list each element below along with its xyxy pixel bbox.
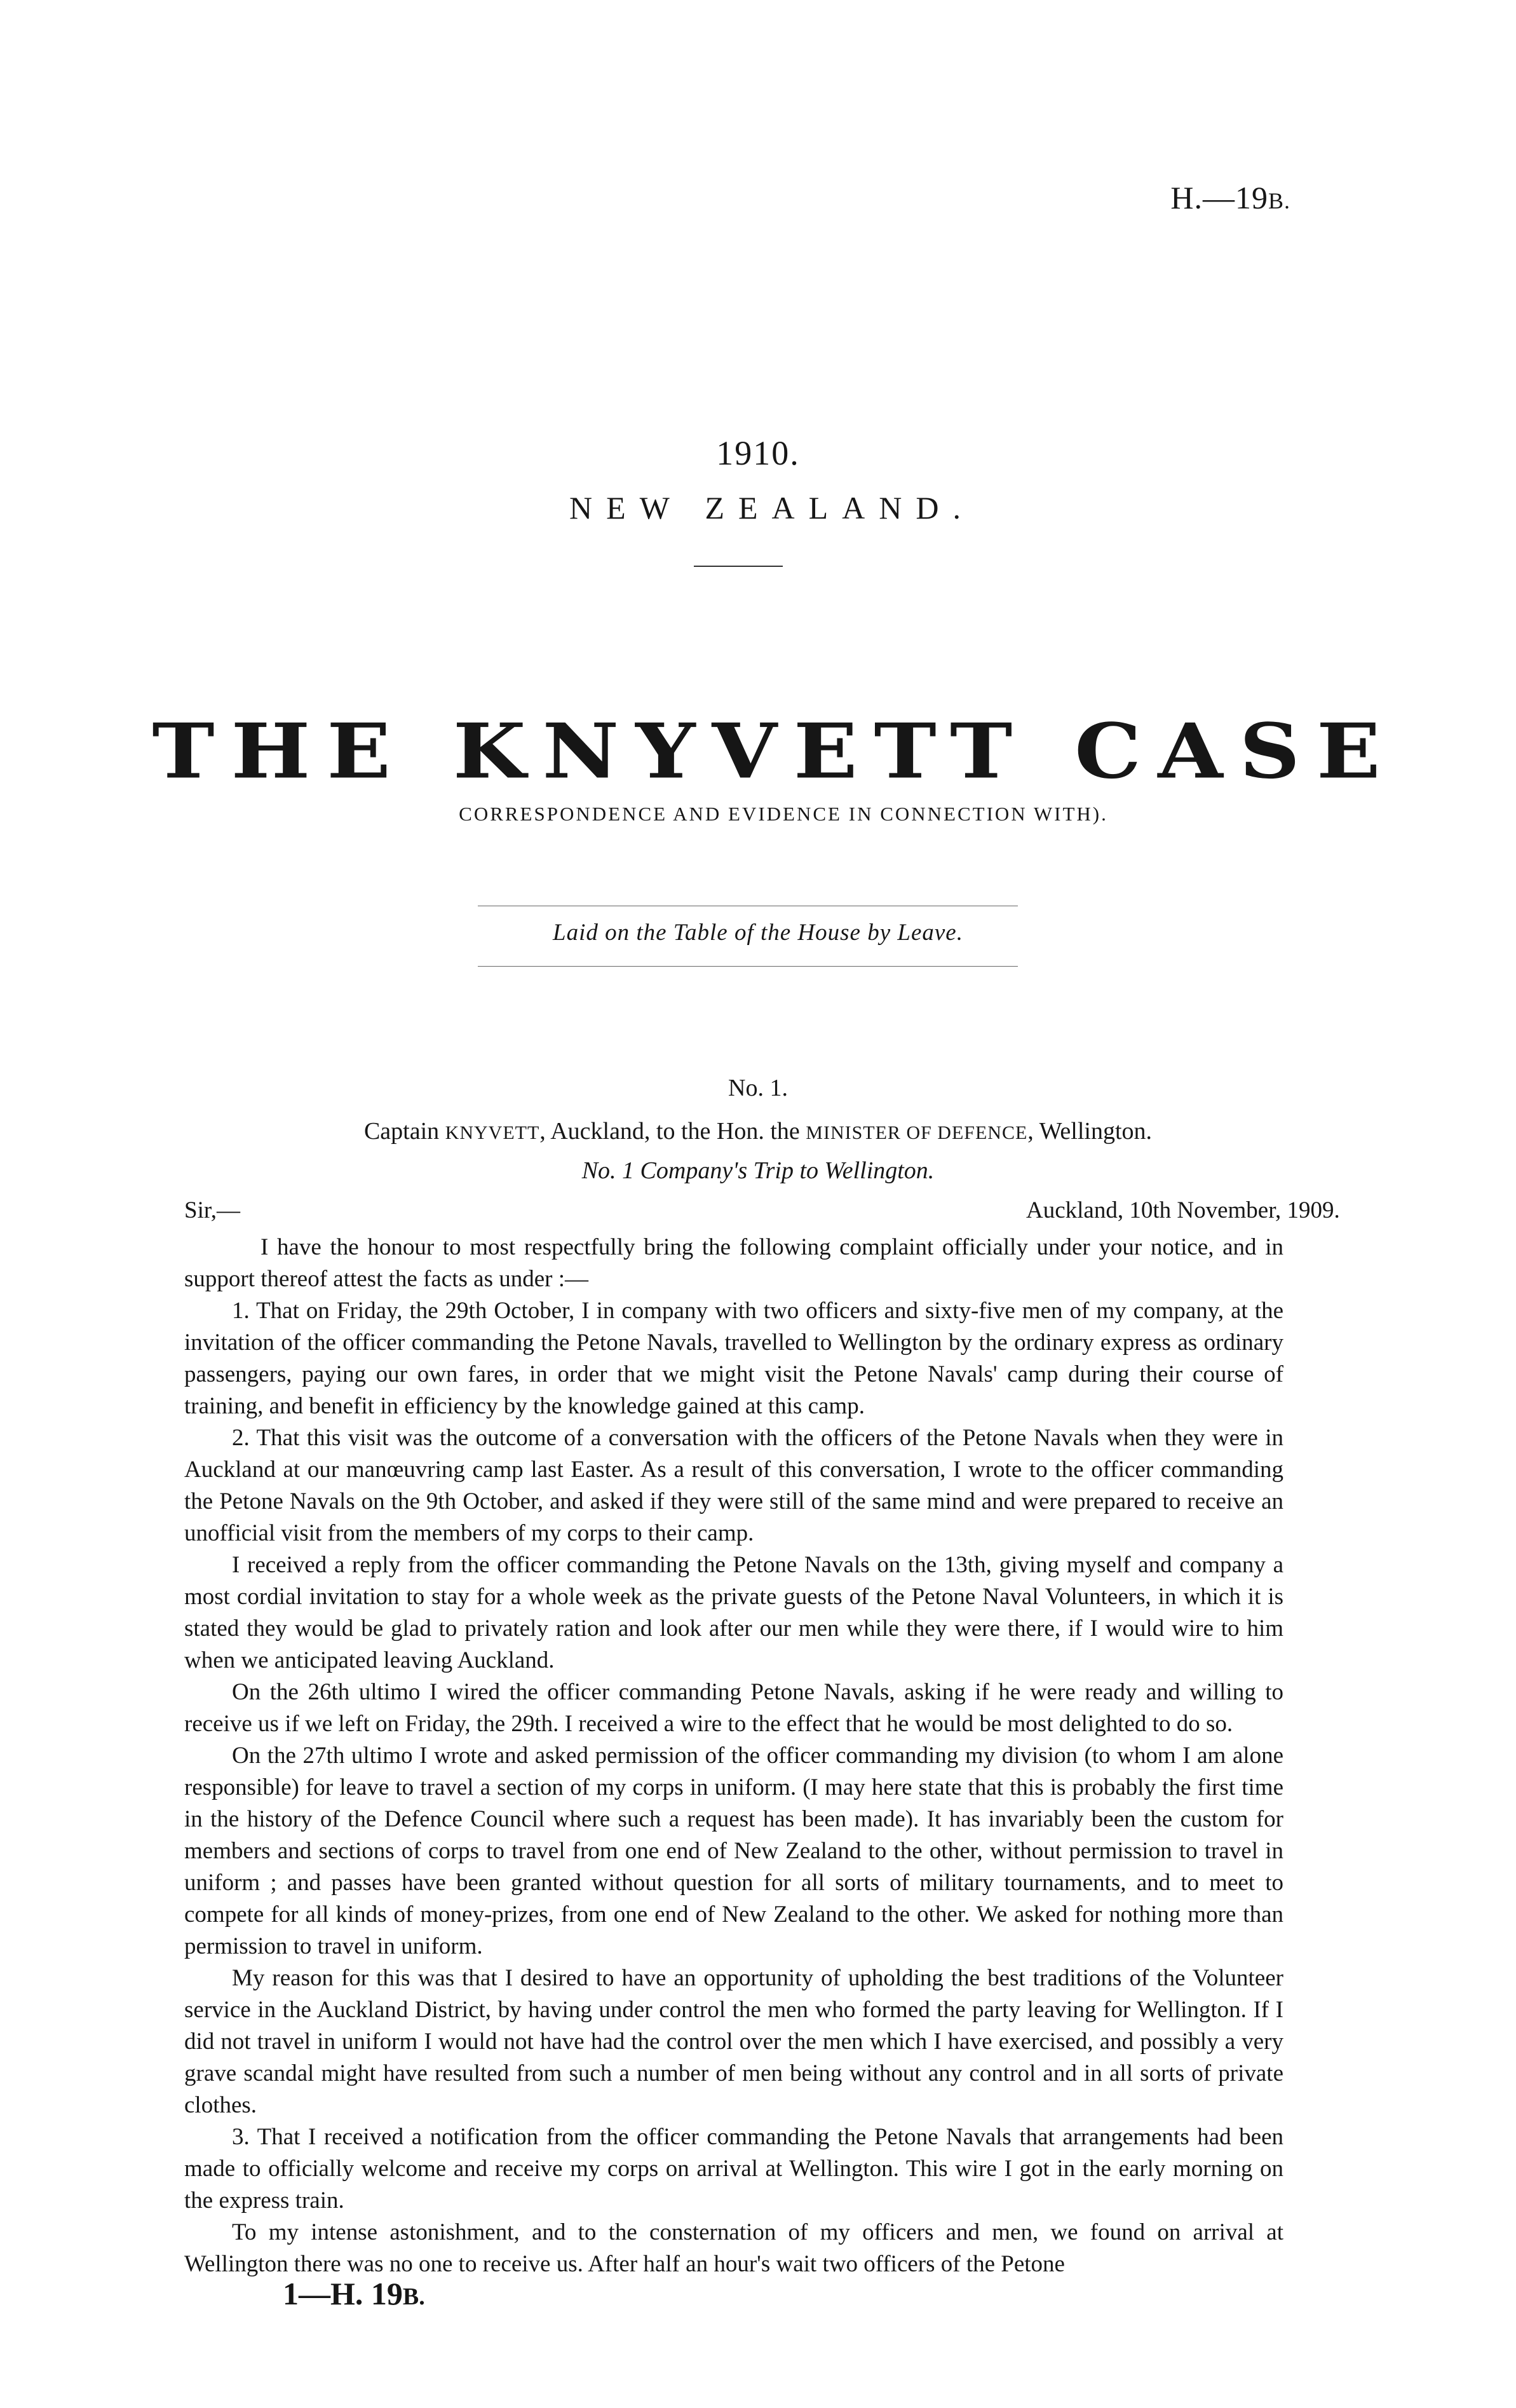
laid-on-table-note: Laid on the Table of the House by Leave.: [553, 920, 963, 946]
document-subtitle: CORRESPONDENCE AND EVIDENCE IN CONNECTION WITH).: [459, 803, 1108, 825]
divider: [478, 966, 1018, 967]
country-heading: NEW ZEALAND.: [569, 490, 975, 526]
body-paragraph: On the 26th ultimo I wired the officer commanding Petone Navals, asking if he were ready and willing to receive us if we left on Friday, the 29th. I received a wire to the effect that he would be most delighted to do so.: [184, 1679, 1283, 1737]
letter-body: [184, 1232, 1283, 2280]
body-paragraph: To my intense astonishment, and to the consternation of my officers and men, we found on arrival at Wellington there was no one to receive us. After half an hour's wait two officers of the Petone: [184, 2219, 1283, 2277]
body-paragraph: 3. That I received a notification from the officer commanding the Petone Navals that arrangements had been made to officially welcome and receive my corps on arrival at Wellington. This wire I got in the early morning on the express train.: [184, 2124, 1283, 2214]
body-paragraph: 2. That this visit was the outcome of a conversation with the officers of the Petone Navals when they were in Auckland at our manœuvring camp last Easter. As a result of this conversation, I wrote to the officer commanding the Petone Navals on the 9th October, and asked if they were still of the same mind and were prepared to receive an unofficial visit from the members of my corps to their camp.: [184, 1425, 1283, 1546]
letter-addressee: Captain KNYVETT, Auckland, to the Hon. the MINISTER OF DEFENCE, Wellington.: [363, 1118, 1153, 1145]
body-paragraph: I received a reply from the officer commanding the Petone Navals on the 13th, giving myself and company a most cordial invitation to stay for a whole week as the private guests of the Petone Naval Volunteers, in which it is stated they would be glad to privately ration and look after our men while they were there, if I would wire to him when we anticipated leaving Auckland.: [184, 1552, 1283, 1673]
letter-dateline: Auckland, 10th November, 1909.: [1026, 1197, 1340, 1223]
document-title: THE KNYVETT CASE: [152, 707, 1397, 796]
letter-number: No. 1.: [728, 1075, 788, 1101]
letter-salutation: Sir,—: [184, 1197, 240, 1223]
body-paragraph: I have the honour to most respectfully bring the following complaint officially under your notice, and in support thereof attest the facts as under :—: [184, 1234, 1283, 1292]
divider: [694, 566, 783, 567]
page-signature: 1—H. 19B.: [283, 2276, 425, 2311]
letter-subject: No. 1 Company's Trip to Wellington.: [581, 1157, 935, 1184]
body-paragraph: 1. That on Friday, the 29th October, I in company with two officers and sixty-five men of my company, at the invitation of the officer commanding the Petone Navals, travelled to Wellington by the ordinary express as ordinary passengers, paying our own fares, in order that we might visit the Petone Navals' camp during their course of training, and benefit in efficiency by the knowledge gained at this camp.: [184, 1298, 1283, 1419]
page-reference: H.—19B.: [1170, 180, 1290, 215]
body-paragraph: My reason for this was that I desired to have an opportunity of upholding the best traditions of the Volunteer service in the Auckland District, by having under control the men who formed the party leaving for Wellington. If I did not travel in uniform I would not have had the control over the men which I have exercised, and possibly a very grave scandal might have resulted from such a number of men being without any control and in all sorts of private clothes.: [184, 1965, 1283, 2118]
body-paragraph: On the 27th ultimo I wrote and asked permission of the officer commanding my division (to whom I am alone responsible) for leave to travel a section of my corps in uniform. (I may here state that this is probably the first time in the history of the Defence Council where such a request has been made). It has invariably been the custom for members and sections of corps to travel from one end of New Zealand to the other, without permission to travel in uniform ; and passes have been granted without question for all sorts of military tournaments, and to meet to compete for all kinds of money-prizes, from one end of New Zealand to the other. We asked for nothing more than permission to travel in uniform.: [184, 1743, 1283, 1959]
document-year: 1910.: [716, 434, 800, 472]
